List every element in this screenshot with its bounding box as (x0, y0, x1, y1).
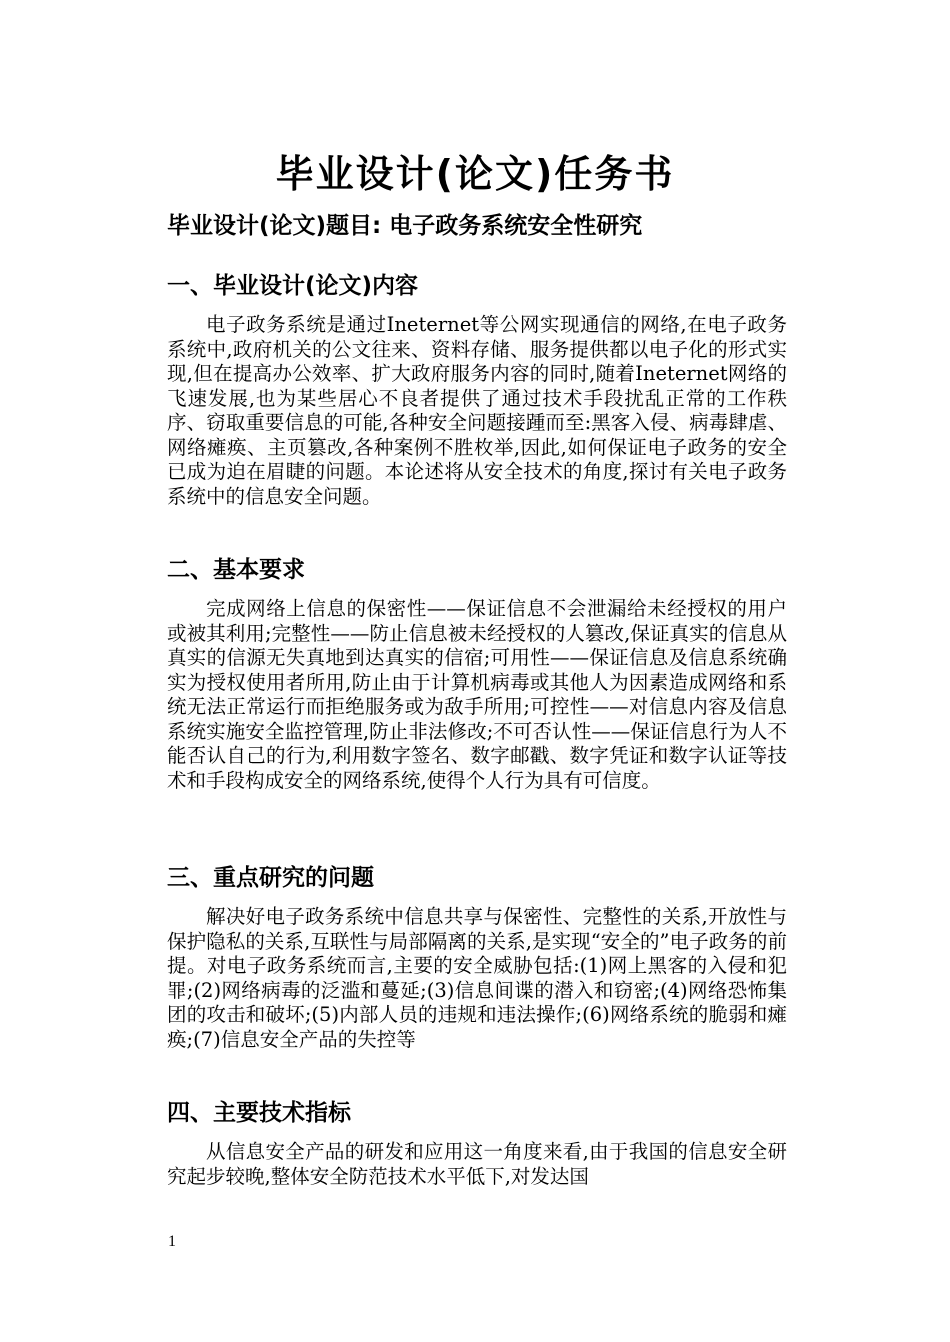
page-number: 1 (168, 1233, 176, 1250)
section-body-content: 电子政务系统是通过Ineternet等公网实现通信的网络,在电子政务系统中,政府机关的公文往来、资料存储、服务提供都以电子化的形式实现,但在提高办公效率、扩大政府服务内容的同时,随着Ineternet网络的飞速发展,也为某些居心不良者提供了通过技术手段扰乱正常的工作秩序、窃取重要信息的可能,各种安全问题接踵而至:黑客入侵、病毒肆虐、网络瘫痪、主页篡改,各种案例不胜枚举,因此,如何保证电子政务的安全已成为迫在眉睫的问题。本论述将从安全技术的角度,探讨有关电子政务系统中的信息安全问题。 (167, 313, 787, 508)
section-body-key-issues: 解决好电子政务系统中信息共享与保密性、完整性的关系,开放性与保护隐私的关系,互联性与局部隔离的关系,是实现“安全的”电子政务的前提。对电子政务系统而言,主要的安全威胁包括:(1)网上黑客的入侵和犯罪;(2)网络病毒的泛滥和蔓延;(3)信息间谍的潜入和窃密;(4)网络恐怖集团的攻击和破坏;(5)内部人员的违规和违法操作;(6)网络系统的脆弱和瘫痪;(7)信息安全产品的失控等 (167, 905, 787, 1051)
thesis-subject-line: 毕业设计(论文)题目: 电子政务系统安全性研究 (167, 213, 643, 239)
section-heading-key-issues: 三、重点研究的问题 (167, 865, 374, 891)
section-heading-requirements: 二、基本要求 (167, 557, 305, 583)
section-heading-technical-indicators: 四、主要技术指标 (167, 1100, 351, 1126)
section-body-technical-indicators: 从信息安全产品的研发和应用这一角度来看,由于我国的信息安全研究起步较晚,整体安全防范技术水平低下,对发达国 (167, 1140, 787, 1188)
section-heading-content: 一、毕业设计(论文)内容 (167, 273, 419, 299)
document-title: 毕业设计(论文)任务书 (275, 152, 675, 196)
section-body-requirements: 完成网络上信息的保密性——保证信息不会泄漏给未经授权的用户或被其利用;完整性——防止信息被未经授权的人篡改,保证真实的信息从真实的信源无失真地到达真实的信宿;可用性——保证信息及信息系统确实为授权使用者所用,防止由于计算机病毒或其他人为因素造成网络和系统无法正常运行而拒绝服务或为敌手所用;可控性——对信息内容及信息系统实施安全监控管理,防止非法修改;不可否认性——保证信息行为人不能否认自己的行为,利用数字签名、数字邮戳、数字凭证和数字认证等技术和手段构成安全的网络系统,使得个人行为具有可信度。 (167, 597, 787, 792)
